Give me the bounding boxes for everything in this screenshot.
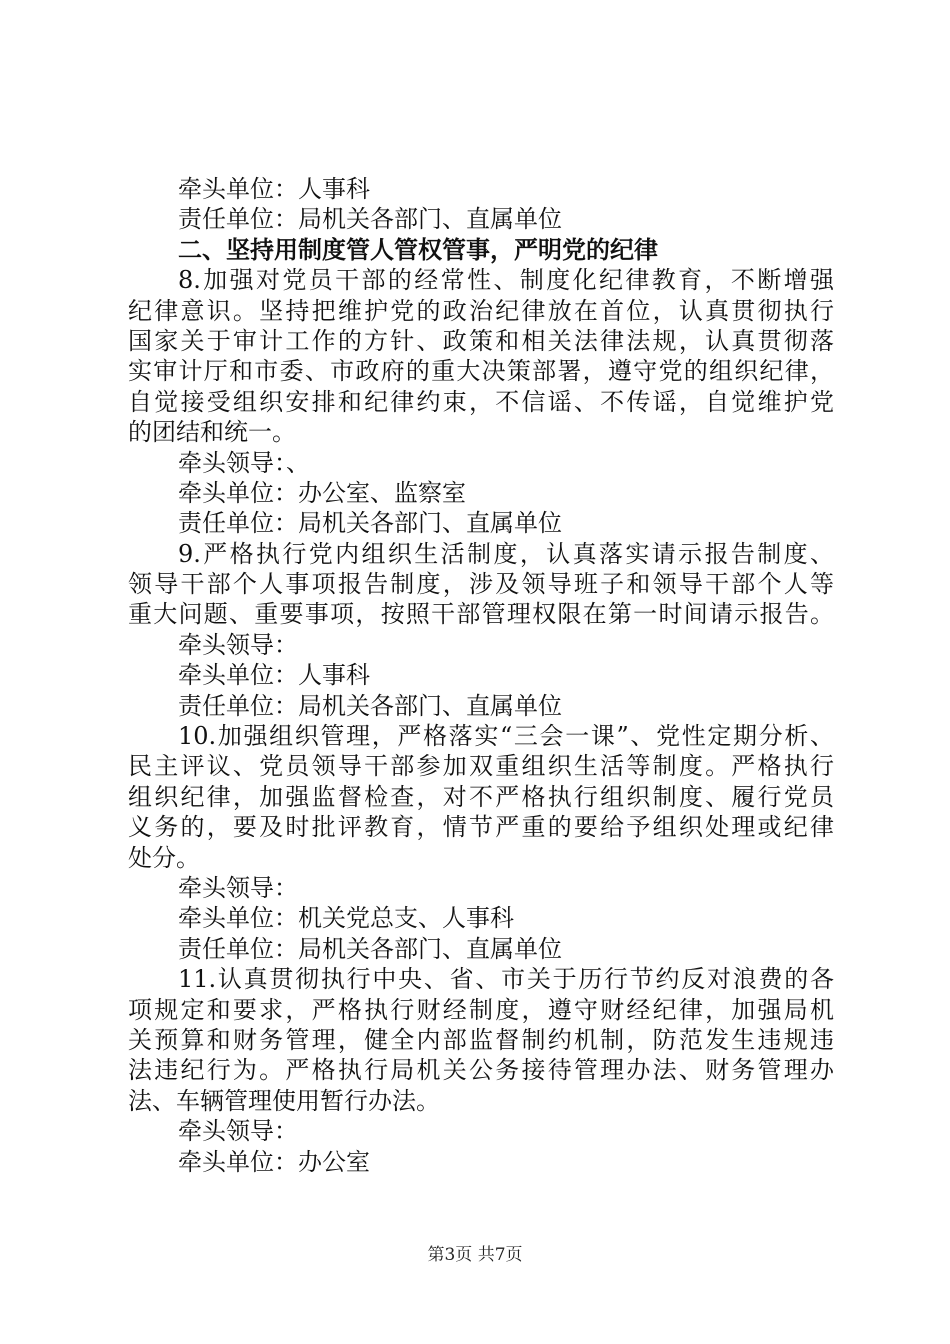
text-line: 牵头单位：办公室 (178, 1147, 370, 1176)
text-line: 民主评议、党员领导干部参加双重组织生活等制度。严格执行 (128, 752, 834, 781)
page-number: 第3页 共7页 (427, 1245, 523, 1265)
text-line: 8.加强对党员干部的经常性、制度化纪律教育，不断增强 (178, 266, 834, 295)
text-line: 责任单位：局机关各部门、直属单位 (178, 205, 562, 234)
text-line: 关预算和财务管理，健全内部监督制约机制，防范发生违规违 (128, 1025, 834, 1054)
text-line: 牵头单位：人事科 (178, 661, 370, 690)
text-line: 领导干部个人事项报告制度，涉及领导班子和领导干部个人等 (128, 570, 834, 599)
text-line: 牵头单位：办公室、监察室 (178, 478, 466, 507)
text-line: 重大问题、重要事项，按照干部管理权限在第一时间请示报告。 (128, 600, 834, 629)
section-heading: 二、坚持用制度管人管权管事，严明党的纪律 (178, 235, 658, 264)
text-line: 的团结和统一。 (128, 418, 296, 447)
text-line: 11.认真贯彻执行中央、省、市关于历行节约反对浪费的各 (178, 965, 834, 994)
text-line: 自觉接受组织安排和纪律约束，不信谣、不传谣，自觉维护党 (128, 387, 834, 416)
text-line: 牵头领导：、 (178, 448, 310, 477)
text-line: 牵头单位：人事科 (178, 175, 370, 203)
text-line: 纪律意识。坚持把维护党的政治纪律放在首位，认真贯彻执行 (128, 296, 834, 325)
text-line: 法、车辆管理使用暂行办法。 (128, 1086, 440, 1115)
text-line: 10.加强组织管理，严格落实“三会一课”、党性定期分析、 (178, 722, 834, 751)
text-line: 实审计厅和市委、市政府的重大决策部署，遵守党的组织纪律， (128, 357, 834, 386)
text-line: 国家关于审计工作的方针、政策和相关法律法规，认真贯彻落 (128, 326, 834, 355)
text-line: 责任单位：局机关各部门、直属单位 (178, 691, 562, 720)
text-line: 9.严格执行党内组织生活制度，认真落实请示报告制度、 (178, 539, 834, 568)
text-line: 处分。 (128, 843, 200, 872)
text-line: 义务的，要及时批评教育，情节严重的要给予组织处理或纪律 (128, 813, 834, 842)
text-line: 责任单位：局机关各部门、直属单位 (178, 934, 562, 963)
text-line: 牵头领导： (178, 1117, 298, 1146)
text-line: 牵头领导： (178, 630, 298, 659)
document-body (128, 174, 834, 1177)
text-line: 牵头单位：机关党总支、人事科 (178, 904, 514, 933)
text-line: 法违纪行为。严格执行局机关公务接待管理办法、财务管理办 (128, 1056, 834, 1085)
text-line: 项规定和要求，严格执行财经制度，遵守财经纪律，加强局机 (128, 995, 834, 1024)
text-line: 责任单位：局机关各部门、直属单位 (178, 509, 562, 538)
page-footer (0, 1244, 950, 1266)
text-line: 组织纪律，加强监督检查，对不严格执行组织制度、履行党员 (128, 782, 834, 811)
text-line: 牵头领导： (178, 873, 298, 902)
